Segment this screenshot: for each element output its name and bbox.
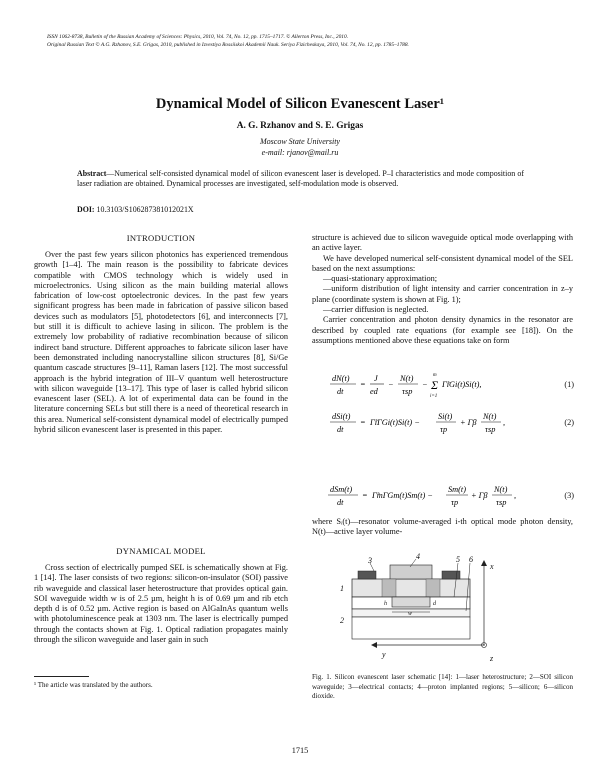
equation-3 xyxy=(320,481,574,511)
doi-value[interactable]: 10.3103/S106287381012021X xyxy=(96,205,194,214)
journal-header-line-1: ISSN 1062-8738, Bulletin of the Russian Academy of Sciences: Physics, 2010, Vol. 74, No. 12, pp. 1715–1717. © Allerton Press, Inc., 2010. xyxy=(47,34,349,40)
authors: A. G. Rzhanov and S. E. Grigas xyxy=(236,121,364,131)
assumption-3: —carrier diffusion is neglected. xyxy=(323,305,429,315)
doi-label: DOI: xyxy=(77,205,95,214)
svg-text:Si(t): Si(t) xyxy=(438,412,453,421)
figure-label-2: 2 xyxy=(340,616,344,625)
proton-implanted-region-left xyxy=(382,579,396,597)
paper-title: Dynamical Model of Silicon Evanescent Laser¹ xyxy=(155,96,445,112)
svg-text:=: = xyxy=(360,380,366,389)
laser-mesa xyxy=(390,565,432,579)
electrical-contact-right xyxy=(442,571,460,579)
svg-text:τsp: τsp xyxy=(402,387,413,396)
svg-text:+ Γβ: + Γβ xyxy=(471,491,488,500)
svg-text:Γ̃iΓGi(t)Si(t) −: Γ̃iΓGi(t)Si(t) − xyxy=(370,418,420,427)
right-column-text xyxy=(312,233,573,346)
journal-header-line-2: Original Russian Text © A.G. Rzhanov, S.E. Grigas, 2010, published in Izvestiya Rossiiskoi Akademii Nauk. Seriya Fizicheskaya, 2010, Vol. 74, No. 12, pp. 1785–1788. xyxy=(47,42,409,48)
introduction-heading: INTRODUCTION xyxy=(126,233,196,243)
svg-text:dSm(t): dSm(t) xyxy=(330,485,353,494)
assumption-1: —quasi-stationary approximation; xyxy=(323,274,438,284)
svg-text:dN(t): dN(t) xyxy=(332,374,350,383)
dynamical-model-body xyxy=(34,563,288,645)
equation-3-number: (3) xyxy=(564,491,574,500)
paragraph-rate-equations: Carrier concentration and photon density dynamics in the resonator are described by coupled rate equations (for example see [18]). On the assumptions mentioned above these equations take on form xyxy=(312,315,573,345)
laser-heterostructure xyxy=(352,579,470,597)
page-number: 1715 xyxy=(291,746,309,755)
svg-text:i=1: i=1 xyxy=(430,394,438,399)
introduction-body xyxy=(34,250,288,435)
svg-text:N(t): N(t) xyxy=(494,485,508,494)
svg-text:,: , xyxy=(514,491,517,500)
figure-label-3: 3 xyxy=(368,556,372,565)
paragraph-model-intro: We have developed numerical self-consistent dynamical model of the SEL based on the next assumptions: xyxy=(312,253,573,273)
equation-2 xyxy=(320,408,574,438)
affiliation: Moscow State University xyxy=(260,137,340,146)
introduction-paragraph: Over the past few years silicon photonics has experienced tremendous growth [1–4]. The main reason is the possibility to fabricate devices compatible with CMOS technology which is widely used in microelectronics. Using silicon as the main building material allows fabrication of low-cost optoelectronic devices. In the past few years significant progress has been made in fabrication of passive silicon based devices such as modulators [5], photodetectors [6], and interconnects [7], but still it is difficult to achieve lasing in silicon. The problem is the extremely low probability of radiative recombination because of silicon indirect band structure. Different approaches to fabricate silicon laser have been demonstrated including nanocrystalline silicon structures [8], Si/Ge quantum cascade structures [9–11], Raman lasers [12]. The most successful approach is the hybrid integration of III–V quantum well heterostructure with silicon waveguide [13–17]. This type of laser is called hybrid silicon evanescent laser (SEL). A lot of experimental data can be found in the literature concerning SELs but still there is a need of theoretical research in this area. Numerical self-consistent dynamical model of electrically pumped hybrid silicon evanescent laser is presented in this paper. xyxy=(34,250,288,435)
figure-dim-w: w xyxy=(408,611,413,617)
footnote: ¹ The article was translated by the authors. xyxy=(34,681,153,689)
dynamical-model-paragraph: Cross section of electrically pumped SEL is schematically shown at Fig. 1 [14]. The laser consists of two regions: silicon-on-insulator (SOI) passive rib waveguide and classical laser heterostructure that provides optical gain. SOI waveguide width w is of 2.5 µm, height h is of 0.69 µm and rib etch depth d is of 0.52 µm. Active region is based on AlGaInAs quantum wells with photoluminescence peak at 1303 nm. The laser is electrically pumped through the contacts shown at Fig. 1. Optical radiation propagates mainly through the silicon waveguide and laser gain in such xyxy=(34,563,288,645)
equation-1-formula xyxy=(320,370,520,400)
svg-text:dt: dt xyxy=(337,425,344,434)
figure-label-1: 1 xyxy=(340,584,344,593)
figure-label-5: 5 xyxy=(456,555,460,564)
figure-dim-h: h xyxy=(384,601,387,607)
svg-text:,: , xyxy=(503,418,506,427)
doi xyxy=(77,205,194,214)
svg-text:=: = xyxy=(362,491,368,500)
svg-text:−: − xyxy=(422,380,428,389)
svg-text:+ Γβ: + Γβ xyxy=(460,418,477,427)
paragraph-where xyxy=(312,517,573,538)
svg-text:J: J xyxy=(374,374,378,383)
svg-text:N(t): N(t) xyxy=(400,374,414,383)
svg-text:Γ̃mΓGm(t)Sm(t) −: Γ̃mΓGm(t)Sm(t) − xyxy=(372,491,433,500)
figure-axis-x: x xyxy=(490,562,494,571)
abstract-text: —Numerical self-consisted dynamical model of silicon evanescent laser is developed. P–I characteristics and mode composition of laser radiation are obtained. Dynamical processes are investigated, self-modulation mode is observed. xyxy=(77,169,524,189)
paragraph-continuation: structure is achieved due to silicon waveguide optical mode overlapping with an active layer. xyxy=(312,233,573,253)
figure-dim-d: d xyxy=(433,601,436,607)
svg-text:dt: dt xyxy=(337,498,344,507)
figure-axis-z: z xyxy=(490,654,494,663)
svg-text:τp: τp xyxy=(451,498,459,507)
figure-label-4: 4 xyxy=(416,552,420,561)
proton-implanted-region-right xyxy=(426,579,440,597)
equation-1 xyxy=(320,370,574,400)
abstract-label: Abstract xyxy=(77,169,107,178)
svg-text:Σ: Σ xyxy=(431,378,439,392)
svg-text:dt: dt xyxy=(337,387,344,396)
silicon-rib-waveguide xyxy=(392,597,430,607)
svg-text:τsp: τsp xyxy=(496,498,507,507)
svg-text:−: − xyxy=(388,380,394,389)
svg-text:τsp: τsp xyxy=(485,425,496,434)
svg-text:m: m xyxy=(433,373,437,378)
equation-2-formula xyxy=(320,408,520,438)
equation-3-formula xyxy=(320,481,520,511)
svg-text:τp: τp xyxy=(440,425,448,434)
figure-1-schematic xyxy=(330,552,510,667)
footnote-rule xyxy=(34,676,89,677)
assumption-2: —uniform distribution of light intensity and carrier concentration in z–y plane (coordinate system is shown at Fig. 1); xyxy=(312,284,573,304)
electrical-contact-left xyxy=(358,571,376,579)
svg-text:Γ̃iGi(t)Si(t),: Γ̃iGi(t)Si(t), xyxy=(442,380,482,389)
dynamical-model-heading: DYNAMICAL MODEL xyxy=(116,546,206,556)
svg-text:Sm(t): Sm(t) xyxy=(448,485,466,494)
abstract xyxy=(77,169,524,190)
svg-text:N(t): N(t) xyxy=(483,412,497,421)
silicon-substrate xyxy=(352,617,470,639)
author-email: e-mail: rjanov@mail.ru xyxy=(261,148,339,157)
equation-1-number: (1) xyxy=(564,380,574,389)
figure-label-6: 6 xyxy=(469,555,473,564)
equation-2-number: (2) xyxy=(564,418,574,427)
paragraph-where-text: where Sᵢ(t)—resonator volume-averaged i-th optical mode photon density, N(t)—active layer volume- xyxy=(312,517,573,537)
svg-text:dSi(t): dSi(t) xyxy=(332,412,351,421)
svg-text:ed: ed xyxy=(370,387,378,396)
figure-1-caption: Fig. 1. Silicon evanescent laser schematic [14]: 1—laser heterostructure; 2—SOI silicon waveguide; 3—electrical contacts; 4—proton implanted regions; 5—silicon; 6—silicon dioxide. xyxy=(312,673,573,700)
figure-axis-y: y xyxy=(382,650,386,659)
svg-text:=: = xyxy=(360,418,366,427)
